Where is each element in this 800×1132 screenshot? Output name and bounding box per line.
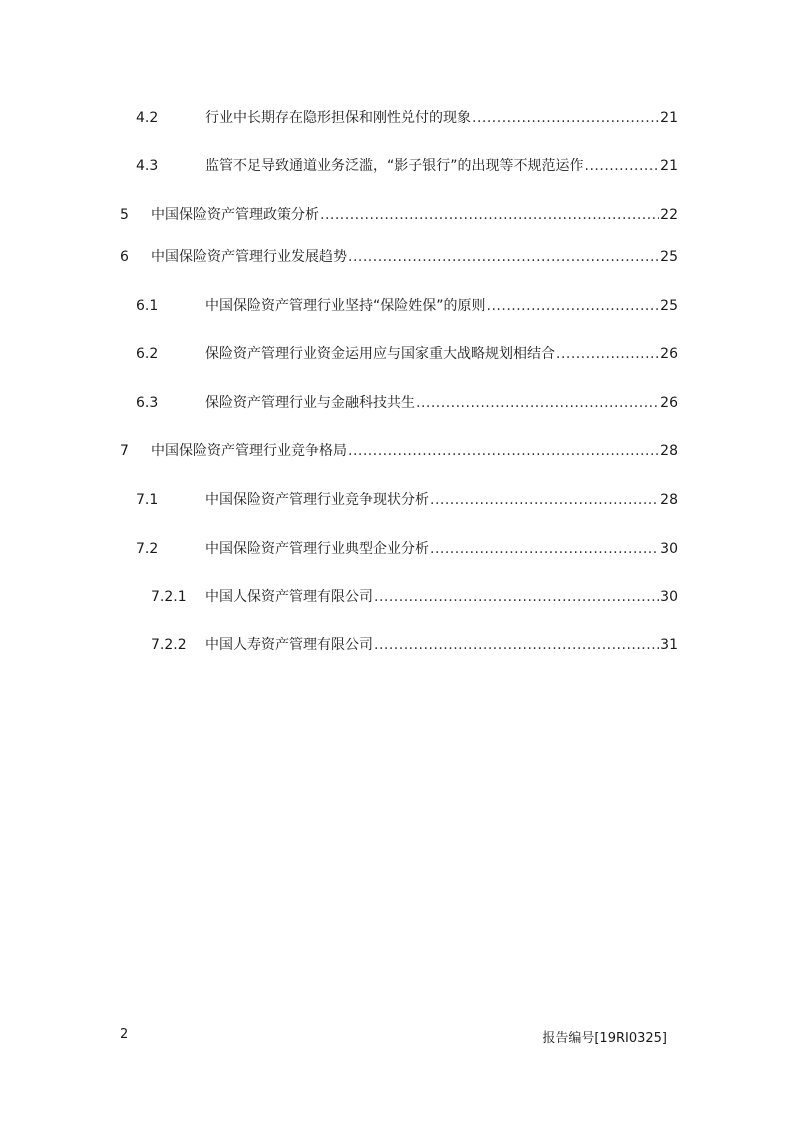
toc-title: 保险资产管理行业资金运用应与国家重大战略规划相结合 (205, 346, 555, 362)
toc-title: 中国保险资产管理政策分析 (151, 207, 319, 223)
toc-number: 7.1 (136, 492, 159, 508)
toc-title: 监管不足导致通道业务泛滥，“影子银行”的出现等不规范运作 (205, 158, 584, 174)
toc-dot-leader (472, 106, 659, 130)
toc-page-number: 21 (660, 158, 678, 174)
toc-page-number: 25 (660, 298, 678, 314)
toc-entry-6[interactable] (0, 245, 800, 269)
toc-dot-leader (348, 439, 659, 463)
toc-title: 中国人保资产管理有限公司 (205, 589, 373, 605)
toc-dot-leader (487, 294, 660, 318)
toc-number: 7.2.2 (151, 637, 187, 653)
toc-title: 中国人寿资产管理有限公司 (205, 637, 373, 653)
toc-entry-7-2[interactable] (0, 537, 800, 561)
toc-number: 6.1 (136, 298, 159, 314)
toc-entry-6-2[interactable] (0, 342, 800, 366)
toc-dot-leader (320, 203, 659, 227)
toc-number: 4.2 (136, 110, 159, 126)
toc-page-number: 25 (660, 249, 678, 265)
toc-title: 中国保险资产管理行业竞争格局 (151, 443, 347, 459)
toc-dot-leader (416, 391, 659, 415)
toc-number: 7.2 (136, 541, 159, 557)
toc-entry-4-2[interactable] (0, 106, 800, 130)
toc-number: 7.2.1 (151, 589, 187, 605)
toc-entry-7-2-2[interactable] (0, 633, 800, 657)
toc-page-number: 30 (660, 589, 678, 605)
toc-entry-7-2-1[interactable] (0, 585, 800, 609)
toc-dot-leader (348, 245, 659, 269)
toc-dot-leader (556, 342, 659, 366)
toc-entry-4-3[interactable] (0, 154, 800, 178)
toc-number: 4.3 (136, 158, 159, 174)
toc-dot-leader (374, 633, 659, 657)
toc-title: 行业中长期存在隐形担保和刚性兑付的现象 (205, 110, 471, 126)
toc-page-number: 26 (660, 346, 678, 362)
toc-page-number: 30 (660, 541, 678, 557)
toc-title: 中国保险资产管理行业坚持“保险姓保”的原则 (205, 298, 486, 314)
toc-title: 中国保险资产管理行业发展趋势 (151, 249, 347, 265)
toc-dot-leader (585, 154, 660, 178)
footer-report-number: 报告编号[19RI0325] (542, 1031, 667, 1046)
toc-entry-7-1[interactable] (0, 488, 800, 512)
toc-page-number: 28 (660, 492, 678, 508)
toc-entry-6-3[interactable] (0, 391, 800, 415)
toc-dot-leader (374, 585, 659, 609)
toc-page-number: 28 (660, 443, 678, 459)
toc-dot-leader (430, 537, 659, 561)
toc-page-number: 21 (660, 110, 678, 126)
toc-title: 中国保险资产管理行业典型企业分析 (205, 541, 429, 557)
toc-number: 6 (120, 249, 129, 265)
footer-page-number: 2 (120, 1027, 129, 1042)
toc-page-number: 22 (660, 207, 678, 223)
toc-page-number: 31 (660, 637, 678, 653)
toc-dot-leader (430, 488, 659, 512)
toc-number: 7 (120, 443, 129, 459)
toc-entry-6-1[interactable] (0, 294, 800, 318)
toc-number: 6.3 (136, 395, 159, 411)
toc-title: 保险资产管理行业与金融科技共生 (205, 395, 415, 411)
toc-entry-7[interactable] (0, 439, 800, 463)
toc-entry-5[interactable] (0, 203, 800, 227)
toc-number: 5 (120, 207, 129, 223)
toc-number: 6.2 (136, 346, 159, 362)
toc-title: 中国保险资产管理行业竞争现状分析 (205, 492, 429, 508)
toc-page-number: 26 (660, 395, 678, 411)
